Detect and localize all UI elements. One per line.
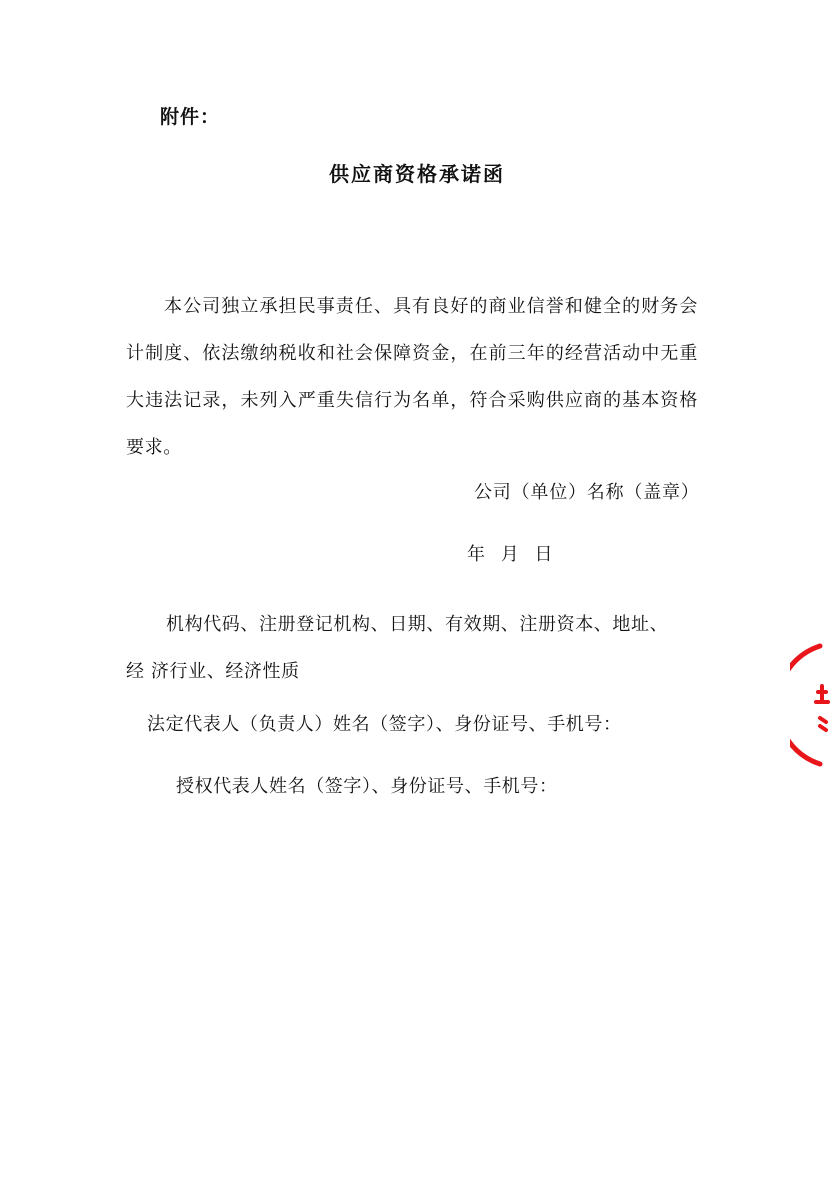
org-info-line-2: 经 济行业、经济性质 — [126, 661, 300, 682]
attachment-label: 附件： — [160, 106, 221, 128]
document-title: 供应商资格承诺函 — [329, 162, 505, 186]
org-info-line-1: 机构代码、注册登记机构、日期、有效期、注册资本、地址、 — [166, 614, 669, 635]
authorized-representative-line: 授权代表人姓名（签字）、身份证号、手机号： — [176, 776, 558, 797]
red-seal-stamp-fragment — [790, 640, 834, 770]
company-signature-line: 公司（单位）名称（盖章） — [474, 482, 700, 503]
date-line: 年 月 日 — [467, 544, 555, 565]
org-info-block — [126, 601, 698, 695]
commitment-paragraph: 本公司独立承担民事责任、具有良好的商业信誉和健全的财务会计制度、依法缴纳税收和社会保障资金，在前三年的经营活动中无重大违法记录，未列入严重失信行为名单，符合采购供应商的基本资格要求。 — [126, 296, 698, 458]
legal-representative-line: 法定代表人（负责人）姓名（签字）、身份证号、手机号： — [147, 714, 622, 735]
